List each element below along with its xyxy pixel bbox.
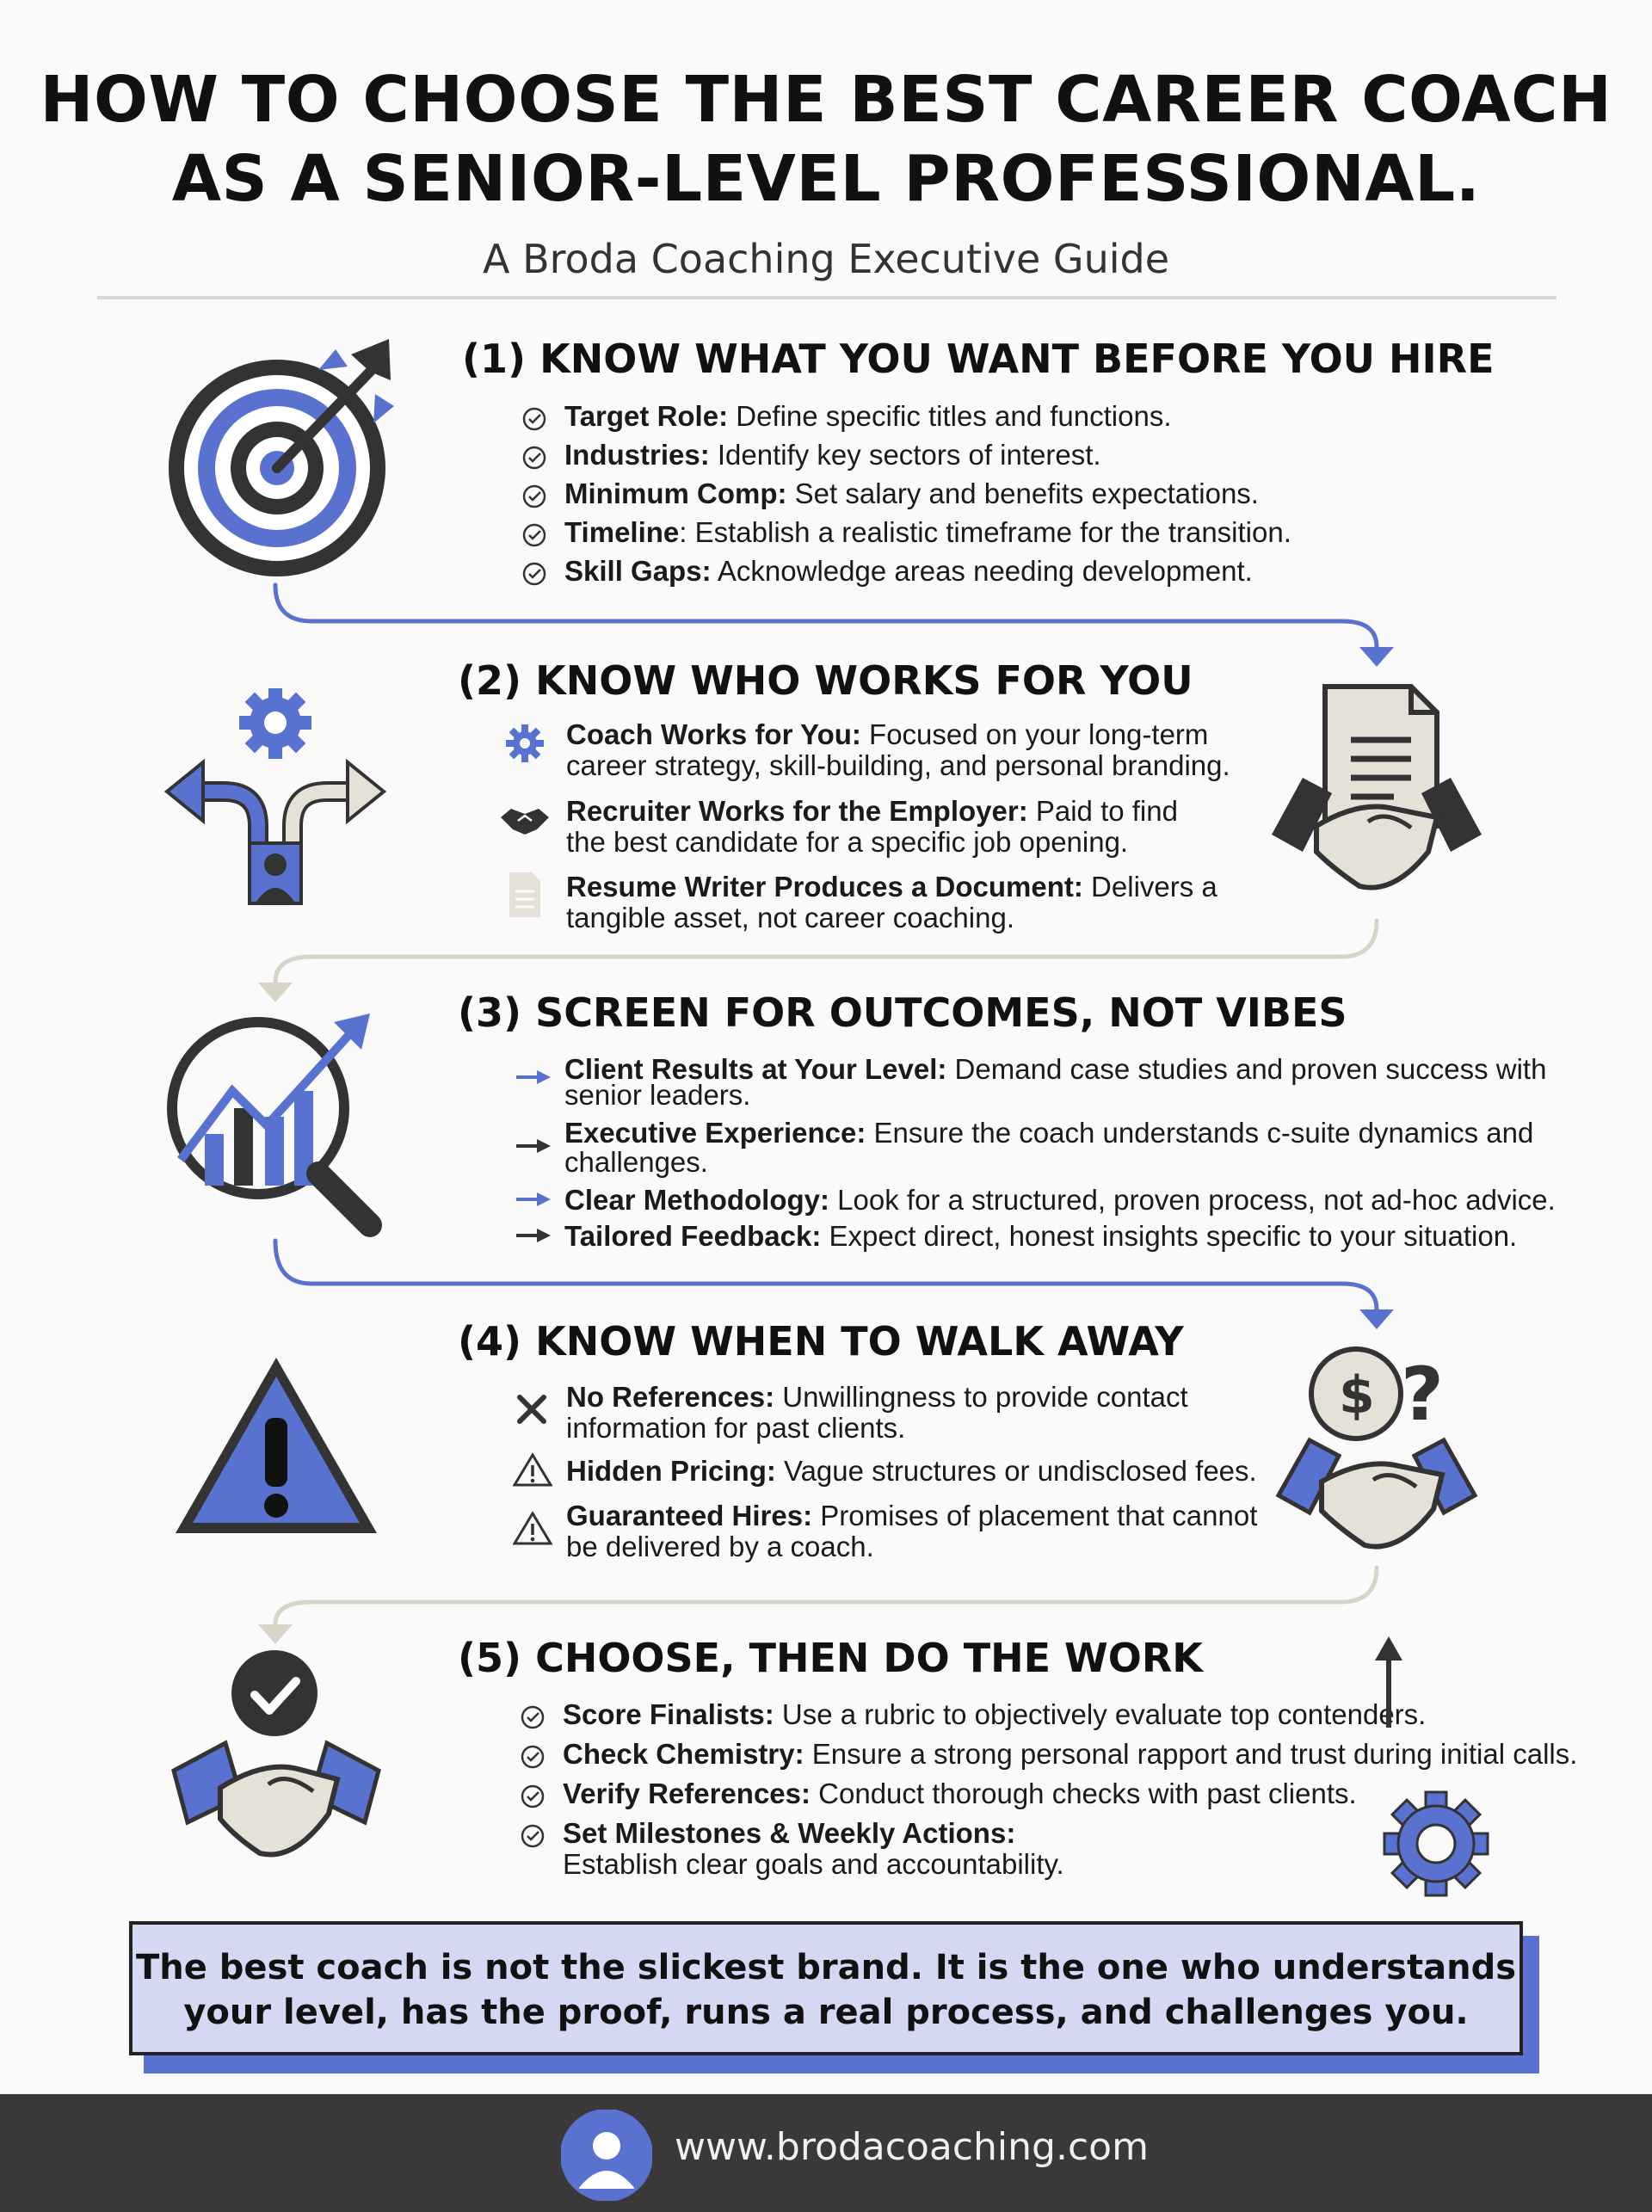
- page-subtitle: A Broda Coaching Executive Guide: [482, 236, 1169, 282]
- arrowhead-1: [1359, 647, 1394, 667]
- check-circle-icon: [521, 484, 547, 509]
- handshake-document-icon: [1265, 680, 1489, 903]
- check-circle-icon: [521, 561, 547, 587]
- gear-icon: [1382, 1790, 1490, 1898]
- crossroads-icon: [163, 688, 387, 912]
- check-circle-icon: [520, 1784, 546, 1809]
- section-5-heading: (5) CHOOSE, THEN DO THE WORK: [458, 1635, 1203, 1681]
- warning-small-icon: [513, 1452, 552, 1487]
- svg-text:$: $: [1339, 1365, 1375, 1426]
- check-circle-icon: [520, 1704, 546, 1730]
- list-item: Verify References: Conduct thorough checks with past clients.: [563, 1778, 1357, 1809]
- section-3-heading: (3) SCREEN FOR OUTCOMES, NOT VIBES: [458, 989, 1347, 1036]
- list-item: Target Role: Define specific titles and functions.: [564, 400, 1172, 432]
- logo-icon: [561, 2110, 652, 2201]
- list-item: Clear Methodology: Look for a structured, proven process, not ad-hoc advice.: [564, 1184, 1556, 1216]
- list-item: Hidden Pricing: Vague structures or undisclosed fees.: [566, 1455, 1257, 1487]
- list-item: Timeline: Establish a realistic timeframe for the transition.: [564, 516, 1291, 548]
- list-item: Coach Works for You: Focused on your long-term career strategy, skill-building, and personal branding.: [566, 718, 1230, 781]
- section-4-heading: (4) KNOW WHEN TO WALK AWAY: [458, 1318, 1184, 1365]
- check-circle-icon: [521, 406, 547, 432]
- connector-1-2: [275, 585, 1377, 647]
- warning-small-icon: [513, 1511, 552, 1545]
- arrowhead-2: [258, 983, 293, 1002]
- list-item: Skill Gaps: Acknowledge areas needing development.: [564, 555, 1253, 587]
- list-item: Industries: Identify key sectors of interest.: [564, 439, 1101, 471]
- list-item: Guaranteed Hires: Promises of placement that cannot be delivered by a coach.: [566, 1500, 1258, 1562]
- section-2-heading: (2) KNOW WHO WORKS FOR YOU: [458, 657, 1193, 704]
- svg-text:?: ?: [1401, 1352, 1444, 1438]
- list-item: Executive Experience: Ensure the coach understands c-suite dynamics and challenges.: [564, 1117, 1534, 1178]
- x-icon: [515, 1392, 549, 1426]
- chart-magnifier-icon: [163, 1005, 387, 1237]
- handshake-money-icon: [1273, 1344, 1480, 1559]
- title-line-1: HOW TO CHOOSE THE BEST CAREER COACH: [40, 63, 1612, 137]
- check-circle-icon: [520, 1823, 546, 1849]
- callout-box: [129, 1921, 1523, 2055]
- callout-line-2: your level, has the proof, runs a real process, and challenges you.: [183, 1993, 1469, 2032]
- arrow-right-icon: [515, 1136, 552, 1156]
- arrow-right-icon: [515, 1067, 552, 1088]
- handshake-check-icon: [169, 1650, 384, 1865]
- warning-icon: [169, 1351, 384, 1540]
- connector-4-5: [275, 1568, 1377, 1624]
- list-item: Score Finalists: Use a rubric to objectively evaluate top contenders.: [563, 1698, 1427, 1730]
- list-item: Resume Writer Produces a Document: Delivers a tangible asset, not career coaching.: [566, 871, 1217, 933]
- arrow-right-icon: [515, 1225, 552, 1246]
- check-circle-icon: [520, 1744, 546, 1770]
- list-item: Minimum Comp: Set salary and benefits expectations.: [564, 478, 1259, 509]
- document-icon: [508, 871, 542, 919]
- list-item: No References: Unwillingness to provide contact information for past clients.: [566, 1381, 1188, 1444]
- list-item: Recruiter Works for the Employer: Paid to find the best candidate for a specific job opening.: [566, 795, 1178, 858]
- list-item: Client Results at Your Level: Demand case studies and proven success with senior leaders.: [564, 1053, 1547, 1111]
- handshake-icon: [499, 802, 551, 836]
- arrow-up-icon: [1373, 1635, 1404, 1729]
- list-item: Check Chemistry: Ensure a strong personal rapport and trust during initial calls.: [563, 1738, 1578, 1770]
- list-item: Set Milestones & Weekly Actions: Establish clear goals and accountability.: [563, 1817, 1064, 1880]
- target-icon: [163, 337, 422, 587]
- check-circle-icon: [521, 445, 547, 471]
- footer: [0, 2094, 1652, 2212]
- arrow-right-icon: [515, 1189, 552, 1210]
- title-line-2: AS A SENIOR-LEVEL PROFESSIONAL.: [171, 142, 1481, 216]
- arrowhead-3: [1359, 1309, 1394, 1329]
- gear-icon: [506, 724, 544, 762]
- list-item: Tailored Feedback: Expect direct, honest insights specific to your situation.: [564, 1220, 1518, 1252]
- check-circle-icon: [521, 522, 547, 548]
- arrowhead-4: [258, 1624, 293, 1644]
- section-1-heading: (1) KNOW WHAT YOU WANT BEFORE YOU HIRE: [462, 336, 1495, 382]
- callout-line-1: The best coach is not the slickest brand. It is the one who understands: [135, 1948, 1517, 1987]
- footer-url[interactable]: www.brodacoaching.com: [675, 2125, 1149, 2169]
